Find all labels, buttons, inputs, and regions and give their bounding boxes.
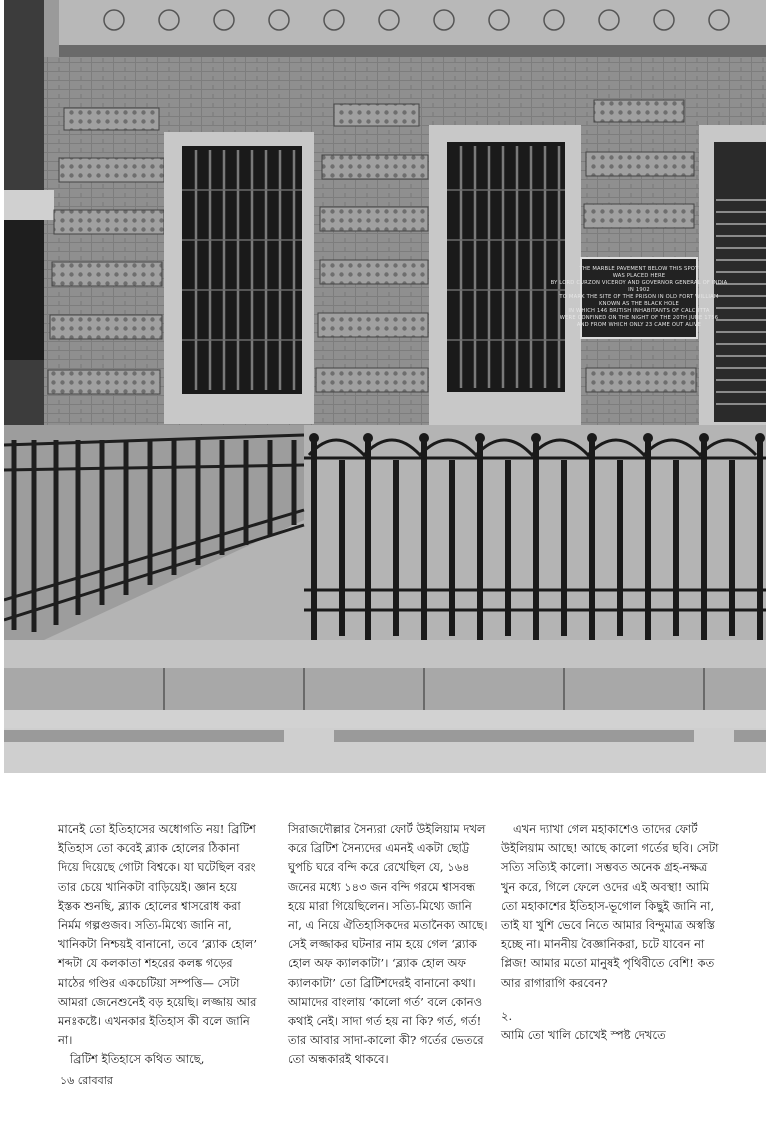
paragraph: ব্রিটিশ ইতিহাসে কথিত আছে, (70, 1052, 205, 1067)
column-1 (58, 820, 258, 1070)
paragraph: আমি তো খালি চোখেই স্পষ্ট দেখতে (501, 1028, 666, 1043)
article-body (58, 820, 723, 1070)
page-folio: ১৬ রোববার (60, 1074, 113, 1087)
plaque-line: TO MARK THE SITE OF THE PRISON IN OLD FORT WILLIAM (559, 294, 719, 300)
plaque-line: AND FROM WHICH ONLY 23 CAME OUT ALIVE (576, 322, 702, 328)
article-photo (4, 0, 766, 773)
plaque-line: IN WHICH 146 BRITISH INHABITANTS OF CALCUTTA (568, 308, 710, 314)
plaque-line: IN 1902 (628, 287, 650, 293)
paragraph: এখন দ্যাখা গেল মহাকাশেও তাদের ফোর্ট উইলিয়াম আছে! আছে কালো গর্তের ছবি। সেটা সত্যি সত্যিই কালো। সম্ভবত অনেক গ্রহ-নক্ষত্র খুন করে, গিলে ফেলে ওদের এই অবস্থা! আমি তো মহাকাশের ইতিহাস-ভূগোল কিছুই জানি না, তাই যা খুশি ভেবে নিতে আমার বিন্দুমাত্র অস্বস্তি হচ্ছে না। মাননীয় বৈজ্ঞানিকরা, চটে যাবেন না প্লিজ! আমার মতো মানুষই পৃথিবীতে বেশি! কত আর রাগারাগি করবেন? (501, 822, 719, 990)
section-number: ২. (501, 1008, 513, 1023)
paragraph: মানেই তো ইতিহাসের অধোগতি নয়! ব্রিটিশ ইতিহাস তো কবেই ব্ল্যাক হোলের ঠিকানা দিয়ে দিয়েছে গোটা বিশ্বকে। যা ঘটেছিল বরং তার চেয়ে খানিকটা বাড়িয়েই। জ্ঞান হয়ে ইস্তক শুনছি, ব্ল্যাক হোলের শ্বাসরোধ করা নির্মম গল্পগুজব। সত্যি-মিথ্যে জানি না, খানিকটা নিশ্চয়ই বানানো, তবে ‘ব্ল্যাক হোল’ শব্দটা যে কলকাতা শহরের কলঙ্ক গড়ের মাঠের গণ্ডির একচেটিয়া সম্পত্তি— সেটা আমরা জেনেশুনেই বড় হয়েছি। লজ্জায় আর মনঃকষ্টে। এখনকার ইতিহাস কী বলে জানি না। (58, 822, 258, 1048)
plaque-line: BY LORD CURZON VICEROY AND GOVERNOR GENERAL OF INDIA (550, 280, 728, 286)
plaque-line: KNOWN AS THE BLACK HOLE (599, 301, 679, 307)
paragraph: সিরাজদৌল্লার সৈন্যরা ফোর্ট উইলিয়াম দখল করে ব্রিটিশ সৈন্যদের এমনই একটা ছোট্ট ঘুপচি ঘরে বন্দি করে রেখেছিল যে, ১৬৪ জনের মধ্যে ১৪৩ জন বন্দি গরমে শ্বাসবন্ধ হয়ে মারা গিয়েছিলেন। সত্যি-মিথ্যে জানি না, এ নিয়ে ঐতিহাসিকদের মতানৈক্য আছে। সেই লজ্জাকর ঘটনার নাম হয়ে গেল ‘ব্ল্যাক হোল অফ ক্যালকাটা’। ‘ব্ল্যাক হোল অফ ক্যালকাটা’ তো ব্রিটিশদেরই বানানো কথা। আমাদের বাংলায় ‘কালো গর্ত’ বলে কোনও কথাই নেই। সাদা গর্ত হয় না কি? গর্ত, গর্ত! তার আবার সাদা-কালো কী? গর্তের ভেতরে তো অন্ধকারই থাকবে। (288, 822, 488, 1067)
column-2 (288, 820, 488, 1070)
plaque-line: WERE CONFINED ON THE NIGHT OF THE 20TH JUNE 1756 (559, 315, 719, 321)
plaque-line: THE MARBLE PAVEMENT BELOW THIS SPOT (579, 266, 699, 272)
column-3 (501, 820, 723, 1045)
plaque-line: WAS PLACED HERE (612, 273, 666, 279)
